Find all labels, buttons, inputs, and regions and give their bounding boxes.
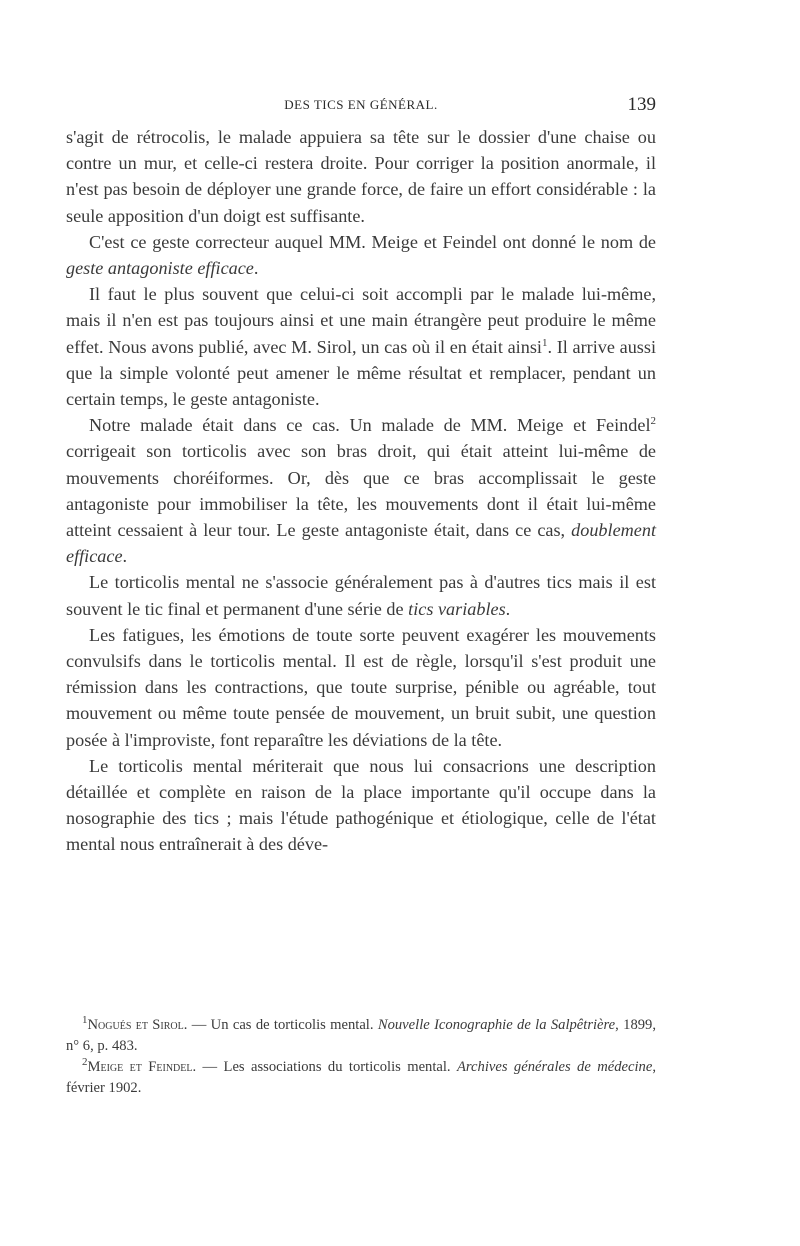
paragraph-2 [66, 229, 656, 281]
main-text [66, 124, 656, 858]
running-head: DES TICS EN GÉNÉRAL. [284, 97, 438, 112]
paragraph-2-text-a: C'est ce geste correcteur auquel MM. Meige et Feindel ont donné le nom de [89, 231, 656, 252]
footnote-1-mark: 1 [82, 1014, 88, 1027]
page-header [66, 94, 656, 121]
footnote-1 [66, 1015, 656, 1057]
paragraph-2-text-b: . [253, 258, 259, 279]
paragraph-4-text-c: . [122, 546, 128, 567]
footnote-2-authors: Meige et Feindel [87, 1059, 193, 1075]
footnote-2-mark: 2 [82, 1056, 88, 1069]
paragraph-4 [66, 412, 656, 569]
paragraph-5-emphasis: tics variables [408, 598, 506, 619]
footnote-2 [66, 1057, 656, 1099]
paragraph-5-text-a: Le torticolis mental ne s'associe généralement pas à d'autres tics mais il est souvent le tic final et permanent d'une série de [66, 572, 656, 619]
page-number: 139 [627, 94, 656, 115]
paragraph-6 [66, 622, 656, 753]
paragraph-3-text-b: . Il arrive aussi que la simple volonté peut amener le même résultat et remplacer, pendant un certain temps, le geste antagoniste. [66, 336, 657, 410]
footnote-2-text-b: , février 1902. [66, 1059, 656, 1096]
paragraph-4-text-a: Notre malade était dans ce cas. Un malade de MM. Meige et Feindel [89, 415, 651, 436]
paragraph-1 [66, 124, 656, 229]
footnotes [66, 1015, 656, 1099]
paragraph-6-text: Les fatigues, les émotions de toute sorte peuvent exagérer les mouvements convulsifs dans le torticolis mental. Il est de règle, lorsqu'il s'est produit une rémission dans les contractions, que toute surprise, pénible ou agréable, tout mouvement ou même toute pensée de mouvement, un bruit subit, une question posée à l'improviste, font reparaître les déviations de la tête. [66, 624, 656, 750]
footnote-ref-2[interactable]: 2 [650, 415, 656, 428]
footnote-2-journal: Archives générales de médecine [457, 1059, 653, 1075]
footnote-2-text-a: . — Les associations du torticolis mental. [192, 1059, 457, 1075]
paragraph-7 [66, 753, 656, 858]
footnote-1-text-a: . — Un cas de torticolis mental. [183, 1017, 378, 1033]
paragraph-4-text-b: corrigeait son torticolis avec son bras droit, qui était atteint lui-même de mouvements choréiformes. Or, dès que ce bras accomplissait le geste antagoniste pour immobiliser la tête, les mouvements dont il était lui-même atteint cessaient à leur tour. Le geste antagoniste était, dans ce cas, [66, 441, 656, 541]
paragraph-5-text-b: . [505, 598, 511, 619]
paragraph-5 [66, 569, 656, 621]
paragraph-2-emphasis: geste antagoniste efficace [66, 258, 254, 279]
footnote-1-journal: Nouvelle Iconographie de la Salpêtrière [377, 1017, 616, 1033]
paragraph-3-text-a: Il faut le plus souvent que celui-ci soit accompli par le malade lui-même, mais il n'en est pas toujours ainsi et une main étrangère peut produire le même effet. Nous avons publié, avec M. Sirol, un cas où il en était ainsi [66, 284, 656, 357]
footnote-1-authors: Nogués et Sirol [87, 1017, 184, 1033]
paragraph-1-text: s'agit de rétrocolis, le malade appuiera sa tête sur le dossier d'une chaise ou contre un mur, et celle-ci restera droite. Pour corriger la position anormale, il n'est pas besoin de déployer une grande force, de faire un effort considérable : la seule apposition d'un doigt est suffisante. [66, 127, 656, 226]
paragraph-7-text: Le torticolis mental mériterait que nous lui consacrions une description détaillée et complète en raison de la place importante qu'il occupe dans la nosographie des tics ; mais l'étude pathogénique et étiologique, celle de l'état mental nous entraînerait à des déve- [66, 755, 656, 855]
footnote-1-text-b: , 1899, n° 6, p. 483. [66, 1017, 656, 1054]
paragraph-4-emphasis: doublement efficace [66, 520, 656, 567]
footnote-ref-1[interactable]: 1 [541, 336, 548, 349]
paragraph-3 [66, 281, 656, 412]
